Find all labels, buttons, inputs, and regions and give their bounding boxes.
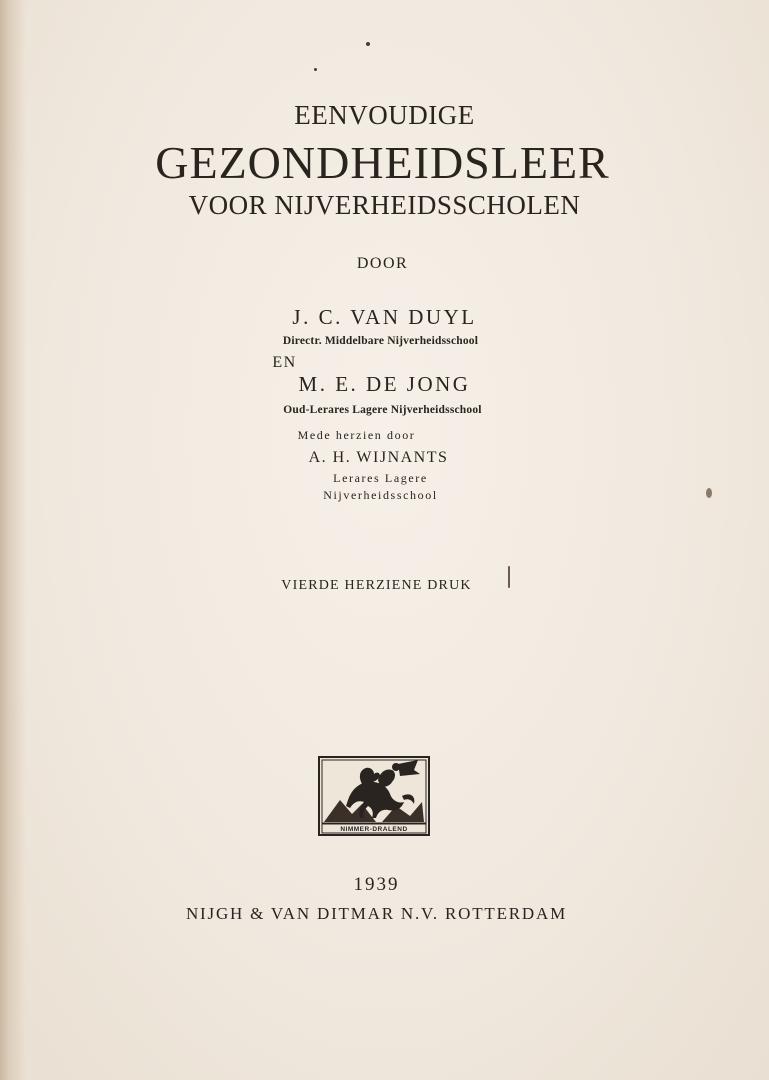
paper-mark (508, 566, 510, 588)
edition-label: VIERDE HERZIENE DRUK (281, 578, 472, 593)
publication-year: 1939 (353, 874, 400, 895)
author-2-affiliation: Oud-Lerares Lagere Nijverheidsschool (283, 404, 482, 416)
reviser-role-line-2: Nijverheidsschool (323, 488, 438, 502)
emblem-motto: NIMMER-DRALEND (340, 826, 408, 833)
door-label: DOOR (356, 255, 409, 272)
paper-speck (366, 42, 370, 46)
paper-speck (706, 488, 712, 498)
author-2-name: M. E. DE JONG (298, 372, 471, 396)
author-1-name: J. C. VAN DUYL (292, 305, 477, 329)
publisher-emblem (318, 756, 430, 836)
title-line-2: GEZONDHEIDSLEER (155, 137, 610, 188)
publisher-line: NIJGH & VAN DITMAR N.V. ROTTERDAM (185, 904, 567, 923)
conjunction-en: EN (272, 354, 297, 371)
reviser-intro: Mede herzien door (297, 428, 416, 442)
rider-on-horse-emblem-icon (318, 756, 430, 836)
title-line-3: VOOR NIJVERHEIDSSCHOLEN (188, 190, 581, 220)
reviser-role-line-1: Lerares Lagere (333, 471, 428, 485)
reviser-name: A. H. WIJNANTS (308, 449, 449, 466)
title-line-1: EENVOUDIGE (294, 100, 475, 130)
paper-speck (314, 68, 317, 71)
author-1-affiliation: Directr. Middelbare Nijverheidsschool (282, 335, 479, 347)
